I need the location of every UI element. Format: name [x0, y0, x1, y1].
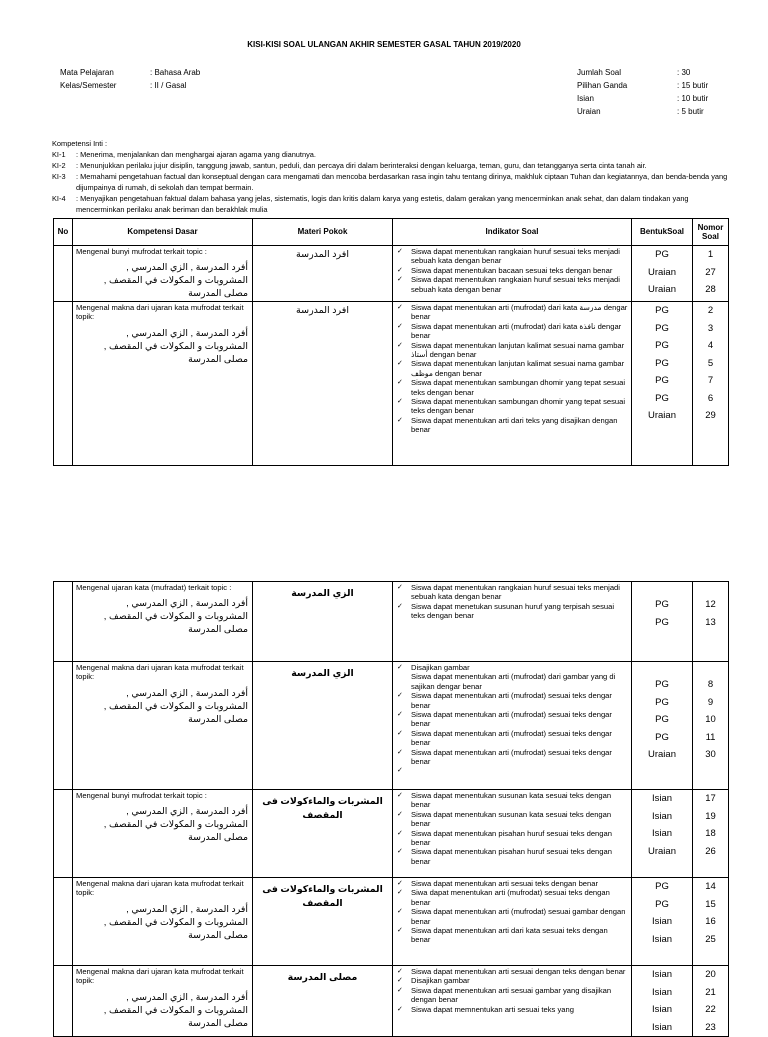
- nomor-soal: 25: [705, 933, 716, 945]
- nomor-soal: 29: [705, 410, 716, 421]
- meta-row: [60, 79, 200, 92]
- bentuk-soal: PG: [655, 616, 669, 628]
- bentuk-soal: PG: [655, 322, 669, 334]
- nomor-soal: 30: [705, 749, 716, 760]
- bentuk-soal: PG: [655, 714, 669, 725]
- indikator-item: ✓ Siswa dapat menentukan arti (mufrodat) dari kata مدرسة dengar benar: [397, 303, 629, 322]
- ki-code: KI-1: [52, 150, 66, 159]
- materi-pokok: افرد المدرسة: [296, 305, 349, 316]
- cell-indikator-soal: [393, 302, 632, 466]
- nomor-soal: 14: [705, 881, 716, 892]
- bentuk-soal: Isian: [651, 793, 673, 804]
- cell-nomor-soal: [693, 582, 729, 662]
- cell-indikator-soal: [393, 878, 632, 966]
- nomor-soal: 5: [707, 357, 714, 369]
- bentuk-soal: PG: [655, 679, 669, 690]
- kd-text: Mengenal ujaran kata (mufradat) terkait topic :: [76, 583, 232, 592]
- cell-no: [54, 662, 73, 790]
- kd-arabic: أفرد المدرسة , الزي المدرسي , المشروبات و المكولات في المقصف , مصلى المدرسة: [103, 990, 248, 1028]
- nomor-soal: 6: [707, 392, 714, 404]
- cell-indikator-soal: [393, 790, 632, 878]
- bentuk-soal: PG: [655, 696, 669, 708]
- nomor-soal: 4: [707, 340, 714, 351]
- kd-arabic: أفرد المدرسة , الزي المدرسي , المشروبات و المكولات في المقصف , مصلى المدرسة: [103, 805, 248, 843]
- table-row: [54, 246, 729, 302]
- nomor-soal: 16: [705, 916, 716, 927]
- header-bentuk-soal: BentukSoal: [632, 219, 693, 246]
- kd-arabic: أفرد المدرسة , الزي المدرسي , المشروبات و المكولات في المقصف , مصلى المدرسة: [103, 326, 248, 364]
- ki-list: [52, 149, 732, 215]
- nomor-soal: 7: [707, 375, 714, 386]
- nomor-soal: 8: [707, 679, 714, 690]
- meta-right: [577, 66, 708, 118]
- cell-no: [54, 246, 73, 302]
- kd-text: Mengenal bunyi mufrodat terkait topic :: [76, 791, 207, 800]
- meta-left: [60, 66, 200, 92]
- indikator-item: ✓ Siswa dapat menentukan lanjutan kalimat sesuai nama gambar أستاذ dengan benar: [397, 341, 629, 360]
- kd-arabic: أفرد المدرسة , الزي المدرسي , المشروبات و المكولات في المقصف , مصلى المدرسة: [103, 261, 248, 299]
- cell-bentuk-soal: [632, 302, 693, 466]
- indikator-item: ✓ Siswa dapat menentukan rangkaian huruf sesuai teks menjadi sebuah kata dengan benar: [397, 247, 629, 266]
- bentuk-soal: PG: [655, 881, 669, 892]
- cell-indikator-soal: [393, 662, 632, 790]
- table-row: [54, 662, 729, 790]
- indikator-item: Siswa dapat menentukan arti (mufrodat) dari gambar yang di sajikan dengar benar: [411, 672, 616, 691]
- indikator-item: ✓ Siswa dapat menentukan arti (mufrodat) dari kata نافذة dengar benar: [397, 322, 629, 341]
- ki-item: [52, 160, 732, 171]
- indikator-list: [393, 790, 631, 866]
- cell-no: [54, 302, 73, 466]
- nomor-soal: 18: [705, 828, 716, 839]
- bentuk-soal: Isian: [651, 1004, 673, 1015]
- bentuk-soal: Isian: [651, 933, 673, 945]
- header-no: No: [54, 219, 73, 246]
- kd-text: Mengenal makna dari ujaran kata mufrodat terkait topik:: [76, 663, 244, 682]
- cell-no: [54, 790, 73, 878]
- indikator-item: ✓ Siswa dapat menentukan bacaan sesuai teks dengan benar: [397, 266, 629, 275]
- indikator-item: ✓ Siswa dapat menentukan susunan kata sesuai teks dengan benar: [397, 791, 629, 810]
- nomor-soal: 15: [705, 898, 716, 910]
- bentuk-soal: Uraian: [648, 410, 676, 421]
- cell-materi-pokok: [253, 662, 393, 790]
- bentuk-soal: Isian: [651, 1021, 673, 1033]
- bentuk-soal: PG: [655, 375, 669, 386]
- indikator-item: ✓ Siswa dapat menentukan sambungan dhomir yang tepat sesuai teks dengan benar: [397, 397, 629, 416]
- bentuk-soal: PG: [655, 340, 669, 351]
- bentuk-soal: PG: [655, 898, 669, 910]
- meta-value: : 30: [677, 68, 691, 77]
- bentuk-soal: PG: [655, 599, 669, 610]
- header-materi-pokok: Materi Pokok: [253, 219, 393, 246]
- ki-code: KI-2: [52, 161, 66, 170]
- nomor-soal: 2: [707, 305, 714, 316]
- kd-arabic: أفرد المدرسة , الزي المدرسي , المشروبات و المكولات في المقصف , مصلى المدرسة: [103, 902, 248, 940]
- indikator-item: ✓ Disajikan gambar: [397, 976, 629, 985]
- ki-heading: Kompetensi Inti :: [52, 139, 108, 148]
- ki-text: : Menunjukkan perilaku jujur disiplin, tanggung jawab, santun, peduli, dan percaya diri dalam berinteraksi dengan keluarga, teman, guru, dan tetangganya serta cinta tanah air.: [76, 161, 647, 170]
- bentuk-soal: Uraian: [648, 284, 676, 295]
- cell-materi-pokok: [253, 966, 393, 1037]
- nomor-soal: 23: [705, 1021, 716, 1033]
- indikator-item: ✓ Siswa dapat menentukan rangkaian huruf sesuai teks menjadi sebuah kata dengan benar: [397, 275, 629, 294]
- bentuk-soal: Isian: [651, 828, 673, 839]
- bentuk-soal: PG: [655, 305, 669, 316]
- indikator-list: [393, 302, 631, 435]
- table-row: [54, 302, 729, 466]
- nomor-soal: 12: [705, 599, 716, 610]
- ki-text: : Memahami pengetahuan factual dan konseptual dengan cara mengamati dan mencoba berdasarkan rasa ingin tahu tentang dirinya, makhluk ciptaan Tuhan dan kegiatannya, dan benda-benda yang dijumpainya di rumah, di sekolah dan tempat bermain.: [76, 172, 728, 192]
- materi-pokok: الزي المدرسة: [291, 667, 354, 678]
- meta-key: Kelas/Semester: [60, 81, 117, 90]
- cell-nomor-soal: [693, 790, 729, 878]
- nomor-soal: 1: [707, 249, 714, 260]
- cell-nomor-soal: [693, 878, 729, 966]
- materi-pokok: مصلى المدرسة: [287, 971, 358, 982]
- cell-indikator-soal: [393, 582, 632, 662]
- meta-row: [577, 79, 708, 92]
- meta-key: Jumlah Soal: [577, 68, 622, 77]
- materi-pokok: المشربات والماءكولات فى المقصف: [262, 883, 383, 908]
- cell-bentuk-soal: [632, 790, 693, 878]
- cell-kompetensi-dasar: [73, 302, 253, 466]
- table-header-row: [54, 219, 729, 246]
- cell-kompetensi-dasar: [73, 246, 253, 302]
- nomor-soal: 20: [705, 969, 716, 980]
- bentuk-soal: Uraian: [648, 749, 676, 760]
- nomor-soal: 17: [705, 793, 716, 804]
- ki-code: KI-3: [52, 172, 66, 181]
- nomor-soal: 21: [705, 986, 716, 998]
- cell-materi-pokok: [253, 246, 393, 302]
- cell-bentuk-soal: [632, 662, 693, 790]
- meta-row: [577, 105, 708, 118]
- cell-materi-pokok: [253, 790, 393, 878]
- cell-no: [54, 582, 73, 662]
- table-row: [54, 966, 729, 1037]
- kd-arabic: أفرد المدرسة , الزي المدرسي , المشروبات و المكولات في المقصف , مصلى المدرسة: [103, 686, 248, 724]
- materi-pokok: الزي المدرسة: [291, 587, 354, 598]
- bentuk-soal: PG: [655, 357, 669, 369]
- meta-row: [577, 92, 708, 105]
- meta-value: : 15 butir: [677, 81, 709, 90]
- indikator-item: ✓ Siswa dapat menentukan arti (mufrodat) sesuai teks dengar benar: [397, 710, 629, 729]
- header-kompetensi-dasar: Kompetensi Dasar: [73, 219, 253, 246]
- cell-no: [54, 878, 73, 966]
- indikator-item: ✓ Siswa dapat menentukan susunan kata sesuai teks dengan benar: [397, 810, 629, 829]
- kisi-table-1: [53, 218, 729, 466]
- meta-key: Uraian: [577, 107, 601, 116]
- nomor-soal: 19: [705, 810, 716, 822]
- cell-materi-pokok: [253, 302, 393, 466]
- kd-text: Mengenal makna dari ujaran kata mufrodat terkait topik:: [76, 967, 244, 986]
- cell-kompetensi-dasar: [73, 662, 253, 790]
- cell-materi-pokok: [253, 582, 393, 662]
- cell-kompetensi-dasar: [73, 966, 253, 1037]
- ki-item: [52, 193, 732, 215]
- kompetensi-inti: [52, 138, 732, 215]
- indikator-item: ✓ Siswa dapat menentukan arti (mufrodat) sesuai teks dengar benar: [397, 748, 629, 767]
- indikator-list: [393, 246, 631, 294]
- materi-pokok: افرد المدرسة: [296, 249, 349, 260]
- cell-bentuk-soal: [632, 246, 693, 302]
- meta-row: [60, 66, 200, 79]
- bentuk-soal: PG: [655, 392, 669, 404]
- cell-kompetensi-dasar: [73, 582, 253, 662]
- header-indikator-soal: Indikator Soal: [393, 219, 632, 246]
- indikator-item: ✓ Siwa dapat menentukan arti (mufrodat) sesuai teks dengan benar: [397, 888, 629, 907]
- table-row: [54, 878, 729, 966]
- cell-nomor-soal: [693, 662, 729, 790]
- nomor-soal: 3: [707, 322, 714, 334]
- nomor-soal: 13: [705, 616, 716, 628]
- cell-bentuk-soal: [632, 966, 693, 1037]
- nomor-soal: 10: [705, 714, 716, 725]
- nomor-soal: 27: [705, 266, 716, 278]
- nomor-soal: 11: [705, 731, 716, 743]
- bentuk-soal: PG: [655, 249, 669, 260]
- cell-kompetensi-dasar: [73, 790, 253, 878]
- kd-text: Mengenal makna dari ujaran kata mufrodat terkait topik:: [76, 879, 244, 898]
- nomor-soal: 9: [707, 696, 714, 708]
- meta-row: [577, 66, 708, 79]
- nomor-soal: 22: [705, 1004, 716, 1015]
- kisi-table-2: [53, 581, 729, 1037]
- kd-text: Mengenal makna dari ujaran kata mufrodat terkait topik:: [76, 303, 244, 322]
- bentuk-soal: Uraian: [648, 845, 676, 857]
- meta-key: Pilihan Ganda: [577, 81, 628, 90]
- cell-nomor-soal: [693, 966, 729, 1037]
- indikator-item: ✓ Siswa dapat menentukan arti (mufrodat) sesuai teks dengar benar: [397, 691, 629, 710]
- indikator-list: [393, 878, 631, 945]
- cell-indikator-soal: [393, 246, 632, 302]
- indikator-item: ✓ Siswa dapat menentukan pisahan huruf sesuai teks dengan benar: [397, 847, 629, 866]
- indikator-item: ✓ Siswa dapat menentukan arti sesuai gambar yang disajikan dengan benar: [397, 986, 629, 1005]
- ki-code: KI-4: [52, 194, 66, 203]
- table-row: [54, 790, 729, 878]
- kd-text: Mengenal bunyi mufrodat terkait topic :: [76, 247, 207, 256]
- cell-no: [54, 966, 73, 1037]
- table-row: [54, 582, 729, 662]
- indikator-item: ✓ Siswa dapat menentukan arti (mufrodat) sesuai gambar dengan benar: [397, 907, 629, 926]
- meta-value: : Bahasa Arab: [150, 68, 201, 77]
- indikator-list: [393, 966, 631, 1014]
- indikator-list: [393, 662, 631, 766]
- indikator-item: ✓ Siswa dapat menentukan sambungan dhomir yang tepat sesuai teks dengan benar: [397, 378, 629, 397]
- bentuk-soal: Isian: [651, 916, 673, 927]
- indikator-list: [393, 582, 631, 621]
- bentuk-soal: Isian: [651, 810, 673, 822]
- bentuk-soal: Isian: [651, 986, 673, 998]
- indikator-item: ✓ Siswa dapat menentukan rangkaian huruf sesuai teks menjadi sebuah kata dengan benar: [397, 583, 629, 602]
- indikator-item: ✓ Siswa dapat menentukan arti sesuai dengan teks dengan benar: [397, 967, 629, 976]
- cell-bentuk-soal: [632, 878, 693, 966]
- indikator-item: ✓ Siswa dapat menentukan arti dari teks yang disajikan dengan benar: [397, 416, 629, 435]
- ki-text: : Menyajikan pengetahuan faktual dalam bahasa yang jelas, sistematis, logis dan kritis dalam karya yang estetis, dalam gerakan yang mencerminkan anak sehat, dan dalam tindakan yang mencerminkan perilaku anak beriman dan berakhlak mulia: [76, 194, 689, 214]
- cell-bentuk-soal: [632, 582, 693, 662]
- nomor-soal: 28: [705, 284, 716, 295]
- cell-indikator-soal: [393, 966, 632, 1037]
- nomor-soal: 26: [705, 845, 716, 857]
- indikator-item: ✓ Siswa dapat menentukan arti sesuai teks dengan benar: [397, 879, 629, 888]
- cell-kompetensi-dasar: [73, 878, 253, 966]
- document-title: KISI-KISI SOAL ULANGAN AKHIR SEMESTER GASAL TAHUN 2019/2020: [247, 40, 521, 49]
- bentuk-soal: Uraian: [648, 266, 676, 278]
- cell-materi-pokok: [253, 878, 393, 966]
- meta-key: Mata Pelajaran: [60, 68, 114, 77]
- materi-pokok: المشربات والماءكولات فى المقصف: [262, 795, 383, 820]
- bentuk-soal: Isian: [651, 969, 673, 980]
- indikator-item: ✓ Siswa dapat menentukan pisahan huruf sesuai teks dengan benar: [397, 829, 629, 848]
- indikator-item: ✓ Siswa dapat menentukan arti dari kata sesuai teks dengan benar: [397, 926, 629, 945]
- kd-arabic: أفرد المدرسة , الزي المدرسي , المشروبات و المكولات في المقصف , مصلى المدرسة: [103, 597, 248, 635]
- indikator-item: ✓ Siswa dapat menentukan lanjutan kalimat sesuai nama gambar موظف dengan benar: [397, 359, 629, 378]
- indikator-item: ✓ Disajikan gambar: [397, 663, 629, 672]
- ki-item: [52, 171, 732, 193]
- meta-value: : II / Gasal: [150, 81, 187, 90]
- meta-value: : 5 butir: [677, 107, 704, 116]
- cell-nomor-soal: [693, 246, 729, 302]
- bentuk-soal: PG: [655, 731, 669, 743]
- cell-nomor-soal: [693, 302, 729, 466]
- header-nomor-soal: Nomor Soal: [693, 219, 729, 246]
- meta-key: Isian: [577, 94, 594, 103]
- indikator-item: ✓ Siswa dapat memnentukan arti sesuai teks yang: [397, 1005, 629, 1014]
- indikator-item: ✓ Siswa dapat menentukan arti (mufrodat) sesuai teks dengar benar: [397, 729, 629, 748]
- ki-text: : Menerima, menjalankan dan menghargai ajaran agama yang dianutnya.: [76, 150, 316, 159]
- indikator-item: ✓ Siswa dapat menetukan susunan huruf yang terpisah sesuai teks dengan benar: [397, 602, 629, 621]
- meta-value: : 10 butir: [677, 94, 709, 103]
- ki-item: [52, 149, 732, 160]
